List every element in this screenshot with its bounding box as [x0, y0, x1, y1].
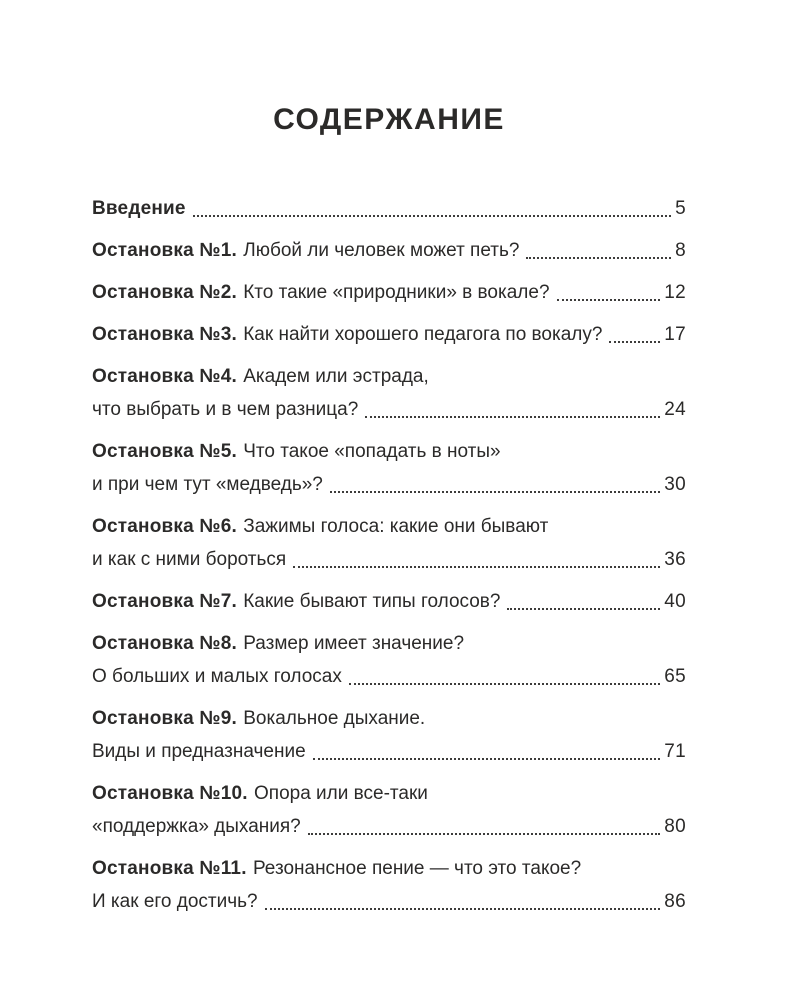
entry-page-number: 17	[664, 324, 686, 345]
entry-page-number: 80	[664, 816, 686, 837]
toc-entry-line	[92, 192, 686, 225]
entry-label: Остановка №11.	[92, 858, 247, 879]
entry-title: Академ или эстрада,	[243, 366, 429, 387]
dot-leader	[526, 257, 671, 259]
entry-page-number: 24	[664, 399, 686, 420]
toc-entry-line	[92, 318, 686, 351]
entry-title-continuation: и при чем тут «медведь»?	[92, 474, 323, 495]
toc-entry-line	[92, 885, 686, 918]
toc-entry-line	[92, 543, 686, 576]
toc-entry-11	[92, 852, 686, 918]
dot-leader	[507, 608, 660, 610]
toc-entry-4	[92, 360, 686, 426]
entry-label: Остановка №5.	[92, 441, 237, 462]
entry-label: Введение	[92, 198, 186, 219]
entry-title: Зажимы голоса: какие они бывают	[243, 516, 549, 537]
entry-title-continuation: что выбрать и в чем разница?	[92, 399, 359, 420]
toc-entry-line	[92, 360, 686, 393]
dot-leader	[349, 683, 660, 685]
toc-entry-line	[92, 234, 686, 267]
dot-leader	[313, 758, 661, 760]
entry-label: Остановка №4.	[92, 366, 237, 387]
entry-title: Любой ли человек может петь?	[243, 240, 520, 261]
entry-page-number: 71	[664, 741, 686, 762]
entry-title: Как найти хорошего педагога по вокалу?	[243, 324, 603, 345]
entry-title: Вокальное дыхание.	[243, 708, 426, 729]
entry-title-continuation: Виды и предназначение	[92, 741, 306, 762]
entry-label: Остановка №6.	[92, 516, 237, 537]
entry-title-continuation: «поддержка» дыхания?	[92, 816, 301, 837]
entry-page-number: 40	[664, 591, 686, 612]
toc-entry-line	[92, 735, 686, 768]
entry-page-number: 5	[675, 198, 686, 219]
toc-entry-10	[92, 777, 686, 843]
entry-title-continuation: О больших и малых голосах	[92, 666, 342, 687]
dot-leader	[193, 215, 671, 217]
toc-entry-line	[92, 852, 686, 885]
toc-entry-7	[92, 585, 686, 618]
toc-entry-line	[92, 468, 686, 501]
entry-page-number: 65	[664, 666, 686, 687]
entry-label: Остановка №10.	[92, 783, 248, 804]
entry-label: Остановка №3.	[92, 324, 237, 345]
toc-entry-line	[92, 510, 686, 543]
entry-page-number: 86	[664, 891, 686, 912]
entry-label: Остановка №8.	[92, 633, 237, 654]
entry-title-continuation: и как с ними бороться	[92, 549, 287, 570]
entry-title: Опора или все-таки	[254, 783, 428, 804]
toc-entry-line	[92, 393, 686, 426]
entry-label: Остановка №1.	[92, 240, 237, 261]
entry-title-continuation: И как его достичь?	[92, 891, 258, 912]
toc-entry-line	[92, 627, 686, 660]
toc-entry-line	[92, 777, 686, 810]
dot-leader	[308, 833, 661, 835]
toc-entry-line	[92, 585, 686, 618]
toc-entry-6	[92, 510, 686, 576]
dot-leader	[365, 416, 660, 418]
entry-title: Что такое «попадать в ноты»	[243, 441, 501, 462]
toc-entry-line	[92, 435, 686, 468]
entry-title: Какие бывают типы голосов?	[243, 591, 501, 612]
dot-leader	[557, 299, 661, 301]
entry-title: Резонансное пение — что это такое?	[252, 858, 582, 879]
entry-page-number: 8	[675, 240, 686, 261]
toc-entry-line	[92, 810, 686, 843]
toc-entry-introduction	[92, 192, 686, 225]
dot-leader	[330, 491, 660, 493]
toc-entry-line	[92, 660, 686, 693]
toc-entry-3	[92, 318, 686, 351]
toc-entry-2	[92, 276, 686, 309]
toc-entry-line	[92, 276, 686, 309]
entry-title: Размер имеет значение?	[243, 633, 465, 654]
toc-entry-9	[92, 702, 686, 768]
dot-leader	[609, 341, 660, 343]
toc-heading: СОДЕРЖАНИЕ	[273, 103, 505, 136]
entry-label: Остановка №2.	[92, 282, 237, 303]
entry-page-number: 12	[664, 282, 686, 303]
entry-label: Остановка №7.	[92, 591, 237, 612]
dot-leader	[265, 908, 661, 910]
toc-entry-1	[92, 234, 686, 267]
dot-leader	[293, 566, 660, 568]
entry-page-number: 36	[664, 549, 686, 570]
toc-entry-5	[92, 435, 686, 501]
entry-page-number: 30	[664, 474, 686, 495]
toc-entry-8	[92, 627, 686, 693]
entry-title: Кто такие «природники» в вокале?	[243, 282, 550, 303]
toc-entry-line	[92, 702, 686, 735]
entry-label: Остановка №9.	[92, 708, 237, 729]
